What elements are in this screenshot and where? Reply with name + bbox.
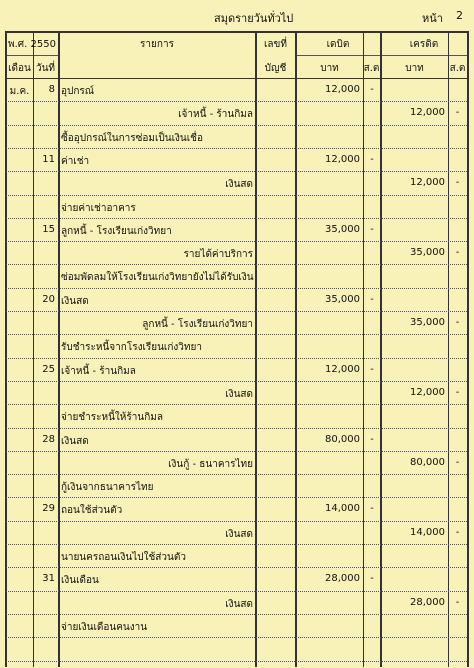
- row-divider: [6, 358, 467, 359]
- header-credit-baht: บาท: [405, 63, 424, 74]
- entry-day: 20: [42, 293, 55, 305]
- entry-description: กู้เงินจากธนาคารไทย: [61, 482, 154, 494]
- entry-debit-satang: -: [370, 84, 374, 95]
- header-ref-bottom: บัญชี: [264, 63, 287, 74]
- entry-day: 25: [42, 363, 55, 375]
- entry-credit-satang: -: [455, 526, 460, 538]
- row-divider: [6, 334, 467, 335]
- entry-debit: 12,000: [325, 153, 360, 165]
- header-debit-satang: ส.ต: [363, 63, 380, 74]
- page-number: 2: [456, 9, 463, 22]
- entry-credit: 12,000: [410, 177, 445, 189]
- row-divider: [6, 381, 467, 382]
- entry-debit: 14,000: [325, 503, 360, 515]
- row-divider: [6, 218, 467, 219]
- header-day: วันที่: [35, 63, 56, 74]
- grid-line: [5, 31, 7, 667]
- grid-line: [295, 31, 297, 667]
- header-description: รายการ: [140, 39, 174, 50]
- row-divider: [6, 171, 467, 172]
- entry-description: ซื้ออุปกรณ์ในการซ่อมเป็นเงินเชื่อ: [61, 132, 203, 144]
- entry-description: เงินสด: [225, 179, 253, 191]
- grid-line: [33, 31, 34, 667]
- entry-debit: 12,000: [325, 363, 360, 375]
- entry-description: อุปกรณ์: [61, 86, 95, 97]
- entry-day: 15: [42, 223, 55, 235]
- row-divider: [6, 311, 467, 312]
- entry-debit: 28,000: [325, 573, 360, 585]
- entry-credit-satang: -: [455, 317, 460, 328]
- row-divider: [6, 591, 467, 592]
- entry-description: นายนครถอนเงินไปใช้ส่วนตัว: [61, 552, 186, 563]
- entry-description: ลูกหนี้ - โรงเรียนเก่งวิทยา: [61, 225, 172, 237]
- grid-line: [6, 55, 58, 56]
- row-divider: [6, 451, 467, 452]
- entry-description: จ่ายค่าเช่าอาคาร: [61, 202, 136, 214]
- entry-debit: 12,000: [325, 84, 360, 95]
- entry-debit-satang: -: [370, 363, 374, 375]
- entry-description: ถอนใช้ส่วนตัว: [61, 505, 123, 517]
- row-divider: [6, 567, 467, 568]
- row-divider: [6, 661, 467, 662]
- entry-description: ลูกหนี้ - โรงเรียนเก่งวิทยา: [142, 319, 253, 330]
- entry-credit-satang: -: [455, 247, 460, 259]
- entry-description: จ่ายเงินเดือนคนงาน: [61, 621, 148, 633]
- grid-line: [467, 31, 469, 667]
- row-divider: [6, 288, 467, 289]
- entry-debit: 35,000: [325, 223, 360, 235]
- entry-description: รับชำระหนี้จากโรงเรียนเก่งวิทยา: [61, 342, 202, 354]
- entry-day: 29: [42, 503, 55, 515]
- row-divider: [6, 521, 467, 522]
- header-debit: เดบิต: [326, 39, 350, 50]
- entry-debit-satang: -: [370, 153, 374, 165]
- row-divider: [6, 148, 467, 149]
- grid-line: [448, 31, 449, 667]
- row-divider: [6, 497, 467, 498]
- row-divider: [6, 474, 467, 475]
- entry-month: ม.ค.: [9, 86, 30, 97]
- entry-description: เงินสด: [61, 435, 89, 447]
- grid-line: [363, 31, 364, 667]
- page-title: สมุดรายวันทั่วไป: [214, 12, 294, 25]
- entry-debit-satang: -: [370, 433, 374, 445]
- entry-day: 11: [42, 153, 55, 165]
- entry-credit: 80,000: [410, 456, 445, 468]
- row-divider: [6, 428, 467, 429]
- entry-day: 31: [42, 573, 55, 585]
- header-month: เดือน: [8, 63, 31, 74]
- entry-description: เงินสด: [225, 388, 253, 400]
- entry-description: เจ้าหนี้ - ร้านกิมล: [178, 109, 253, 121]
- header-ref-top: เลขที่: [264, 39, 287, 50]
- grid-line: [58, 31, 60, 667]
- row-divider: [6, 544, 467, 545]
- row-divider: [6, 614, 467, 615]
- entry-description: เงินสด: [61, 295, 89, 307]
- entry-debit-satang: -: [370, 503, 374, 515]
- header-debit-baht: บาท: [320, 63, 339, 74]
- entry-credit-satang: -: [455, 596, 460, 608]
- entry-credit: 12,000: [410, 386, 445, 398]
- entry-description: ค่าเช่า: [61, 155, 90, 167]
- entry-debit: 35,000: [325, 293, 360, 305]
- entry-credit: 14,000: [410, 526, 445, 538]
- entry-description: เงินสด: [225, 598, 253, 610]
- row-divider: [6, 195, 467, 196]
- entry-debit-satang: -: [370, 573, 374, 585]
- entry-debit-satang: -: [370, 223, 374, 235]
- entry-debit-satang: -: [370, 293, 374, 305]
- entry-credit: 35,000: [410, 247, 445, 259]
- entry-description: เงินกู้ - ธนาคารไทย: [168, 458, 253, 470]
- entry-description: เจ้าหนี้ - ร้านกิมล: [61, 365, 136, 377]
- entry-day: 8: [48, 84, 55, 95]
- page-label: หน้า: [422, 12, 443, 25]
- grid-line: [380, 31, 382, 667]
- header-year: พ.ศ. 2550: [8, 39, 56, 50]
- header-credit: เครดิต: [409, 39, 439, 50]
- header-credit-satang: ส.ต: [449, 63, 466, 74]
- grid-line: [5, 31, 468, 33]
- entry-description: ซ่อมพัดลมให้โรงเรียนเก่งวิทยายังไม่ได้รับเงิน: [61, 272, 254, 284]
- entry-debit: 80,000: [325, 433, 360, 445]
- row-divider: [6, 264, 467, 265]
- entry-description: เงินเดือน: [61, 575, 99, 587]
- grid-line: [5, 78, 468, 79]
- entry-credit-satang: -: [455, 177, 460, 189]
- entry-credit: 12,000: [410, 107, 445, 119]
- row-divider: [6, 637, 467, 638]
- entry-description: จ่ายชำระหนี้ให้ร้านกิมล: [61, 412, 163, 424]
- entry-credit-satang: -: [455, 386, 460, 398]
- grid-line: [255, 31, 257, 667]
- entry-description: รายได้ค่าบริการ: [183, 249, 253, 261]
- entry-credit: 28,000: [410, 596, 445, 608]
- row-divider: [6, 241, 467, 242]
- entry-credit: 35,000: [410, 317, 445, 328]
- entry-description: เงินสด: [225, 528, 253, 540]
- row-divider: [6, 404, 467, 405]
- row-divider: [6, 101, 467, 102]
- entry-credit-satang: -: [455, 107, 460, 119]
- entry-day: 28: [42, 433, 55, 445]
- row-divider: [6, 125, 467, 126]
- entry-credit-satang: -: [455, 456, 460, 468]
